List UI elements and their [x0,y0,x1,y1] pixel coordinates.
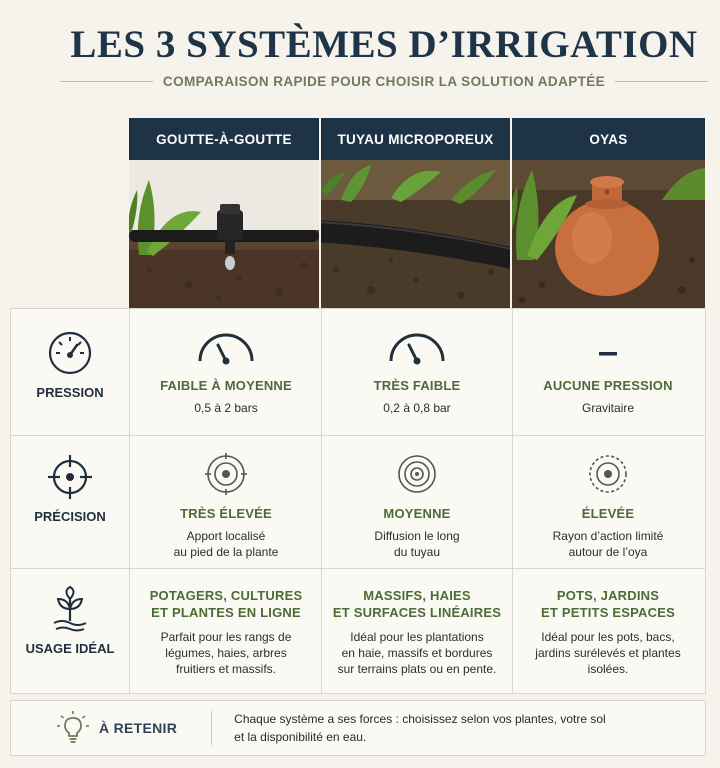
cell-text-line: Apport localisé [186,529,266,543]
page-title: LES 3 SYSTÈMES D’IRRIGATION [70,23,698,66]
cell-heading-line: POTS, JARDINS [556,588,660,603]
column-header-oyas: OYAS [512,118,705,160]
cell-text-line: fruitiers et massifs. [175,662,277,676]
dash-icon [578,329,638,365]
page-subtitle: COMPARAISON RAPIDE POUR CHOISIR LA SOLUTION ADAPTÉE [162,73,606,89]
cell-heading-line: POTAGERS, CULTURES [149,588,303,603]
cell-oyas-pressure [513,329,703,416]
cell-text-line: Idéal pour les pots, bacs, [541,630,675,644]
row-label-text: PRÉCISION [34,509,106,524]
cell-oyas-usage [513,587,703,677]
cell-text-line: Idéal pour les plantations [350,630,484,644]
cell-heading: MOYENNE [383,506,451,521]
cell-oyas-precision [513,453,703,560]
takeaway-text [234,710,634,746]
takeaway-text-line: et la disponibilité en eau. [234,730,367,744]
porous-hose-photo [321,160,510,308]
cell-text-line: Rayon d’action limité [552,529,664,543]
cell-heading-line: ET PETITS ESPACES [541,605,675,620]
gauge-icon [387,329,447,365]
cell-text-line: sur terrains plats ou en pente. [337,662,497,676]
cell-text-line: au pied de la plante [173,545,279,559]
cell-text-line: Diffusion le long [374,529,460,543]
clay-oya-photo [512,160,705,308]
cell-drip-usage [131,587,321,677]
target-icon [396,453,438,495]
cell-heading: AUCUNE PRESSION [543,378,673,393]
cell-text-line: du tuyau [393,545,441,559]
cell-heading: FAIBLE À MOYENNE [160,378,292,393]
lightbulb-icon [57,711,89,745]
cell-heading: ÉLEVÉE [581,506,635,521]
cell-drip-pressure [131,329,321,416]
cell-text: 0,2 à 0,8 bar [383,401,451,415]
takeaway-divider [211,711,212,745]
takeaway-text-line: Chaque système a ses forces : choisissez selon vos plantes, votre sol [234,712,606,726]
cell-heading-line: ET PLANTES EN LIGNE [151,605,301,620]
cell-text-line: isolées. [587,662,629,676]
target-icon [587,453,629,495]
cell-hose-pressure [322,329,512,416]
cell-text-line: en haie, massifs et bordures [341,646,493,660]
row-label-text: PRESSION [36,385,104,400]
cell-text: 0,5 à 2 bars [194,401,258,415]
subtitle-rule-right [615,81,708,82]
cell-text-line: légumes, haies, arbres [165,646,287,660]
subtitle-row [60,70,708,92]
key-takeaway-box [10,700,706,756]
cell-heading-line: MASSIFS, HAIES [363,588,471,603]
row-label-usage [11,585,129,656]
target-icon [205,453,247,495]
takeaway-label: À RETENIR [99,720,178,736]
pressure-gauge-icon [46,329,94,377]
cell-text: Gravitaire [581,401,634,415]
comparison-table [10,308,706,694]
drip-emitter-photo [129,160,319,308]
row-label-text: USAGE IDÉAL [25,641,115,656]
cell-hose-usage [322,587,512,677]
cell-heading-line: ET SURFACES LINÉAIRES [332,605,502,620]
sprout-icon [46,585,94,633]
cell-text-line: jardins surélevés et plantes [535,646,681,660]
cell-heading: TRÈS ÉLEVÉE [180,506,272,521]
column-header-drip: GOUTTE-À-GOUTTE [129,118,319,160]
cell-text-line: autour de l’oya [568,545,648,559]
gauge-icon [196,329,256,365]
crosshair-icon [46,453,94,501]
row-label-pressure [11,329,129,400]
cell-hose-precision [322,453,512,560]
cell-drip-precision [131,453,321,560]
cell-heading: TRÈS FAIBLE [373,378,461,393]
cell-text-line: Parfait pour les rangs de [160,630,292,644]
row-label-precision [11,453,129,524]
column-header-porous-hose: TUYAU MICROPOREUX [321,118,510,160]
subtitle-rule-left [60,81,153,82]
